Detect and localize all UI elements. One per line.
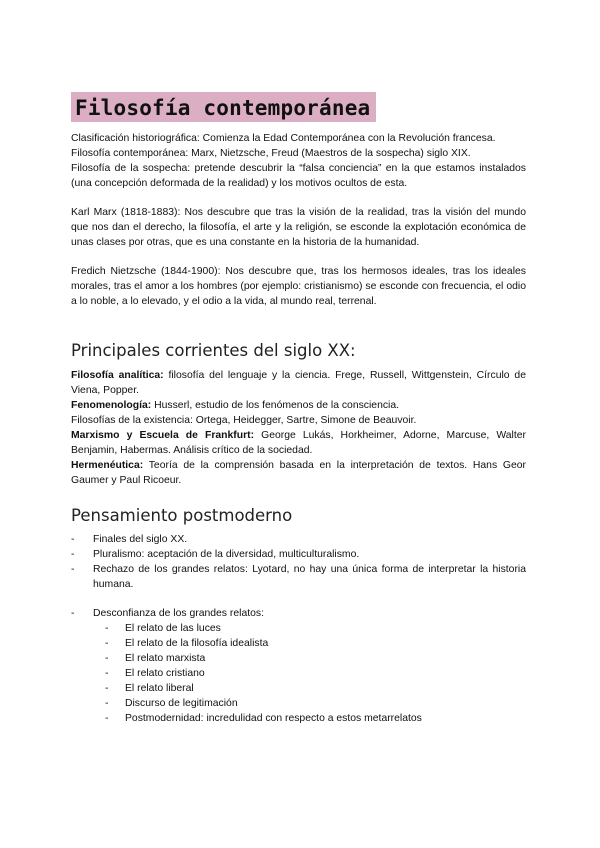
sublist-item: - El relato liberal (71, 681, 526, 696)
fenomenologia-label: Fenomenología: (71, 400, 152, 411)
corriente-marxismo (71, 428, 526, 458)
sublist-item: - Postmodernidad: incredulidad con respecto a estos metarrelatos (71, 711, 526, 726)
desconfianza-item: - Desconfianza de los grandes relatos: (71, 606, 526, 621)
corriente-fenomenologia (71, 398, 526, 413)
corriente-analitica (71, 368, 526, 398)
corriente-existencia: Filosofías de la existencia: Ortega, Heidegger, Sartre, Simone de Beauvoir. (71, 415, 417, 426)
sublist-item: - El relato marxista (71, 651, 526, 666)
corrientes-heading: Principales corrientes del siglo XX: (71, 341, 356, 360)
postmoderno-heading: Pensamiento postmoderno (71, 506, 293, 525)
marxismo-text: George Lukás, Horkheimer, Adorne, Marcuse, Walter Benjamin, Habermas. Análisis crítico de la sociedad. (71, 430, 526, 456)
intro-line-contemporanea: Filosofía contemporánea: Marx, Nietzsche, Freud (Maestros de la sospecha) siglo XIX. (71, 148, 471, 159)
nietzsche-section (71, 264, 526, 309)
hermeneutica-text: Teoría de la comprensión basada en la interpretación de textos. Hans Geor Gaumer y Paul Ricoeur. (71, 460, 526, 486)
page-title: Filosofía contemporánea (71, 92, 376, 122)
sublist-item: - El relato de la filosofía idealista (71, 636, 526, 651)
nietzsche-paragraph: Fredich Nietzsche (1844-1900): Nos descubre que, tras los hermosos ideales, tras los ideales morales, tras el amor a los hombres (por ejemplo: cristianismo) se esconde con frecuencia, el odio a lo noble, a lo elevado, y el odio a la vida, al mundo real, terrenal. (71, 266, 526, 307)
list-item: - Finales del siglo XX. (71, 532, 526, 547)
intro-section (71, 131, 526, 191)
analitica-label: Filosofía analítica: (71, 370, 164, 381)
intro-line-clasificacion: Clasificación historiográfica: Comienza la Edad Contemporánea con la Revolución francesa. (71, 133, 496, 144)
title-container (71, 92, 376, 122)
sublist-item: - El relato cristiano (71, 666, 526, 681)
desconfianza-list (71, 606, 526, 621)
intro-line-sospecha: Filosofía de la sospecha: pretende descubrir la “falsa conciencia” en la que estamos instalados (una concepción deformada de la realidad) y los motivos ocultos de esta. (71, 163, 526, 189)
list-item: - Pluralismo: aceptación de la diversidad, multiculturalismo. (71, 547, 526, 562)
marx-section (71, 205, 526, 250)
analitica-text: filosofía del lenguaje y la ciencia. Frege, Russell, Wittgenstein, Círculo de Viena, Popper. (71, 370, 526, 396)
marx-paragraph: Karl Marx (1818-1883): Nos descubre que tras la visión de la realidad, tras la visión del mundo que nos dan el derecho, la filosofía, el arte y la religión, se esconde la explotación económica de unas clases por otras, que es una constante en la historia de la humanidad. (71, 207, 526, 248)
corrientes-section (71, 368, 526, 488)
corriente-hermeneutica (71, 458, 526, 488)
list-item: - Rechazo de los grandes relatos: Lyotard, no hay una única forma de interpretar la historia humana. (71, 562, 526, 592)
marxismo-label: Marxismo y Escuela de Frankfurt: (71, 430, 255, 441)
fenomenologia-text: Husserl, estudio de los fenómenos de la consciencia. (151, 400, 400, 411)
relatos-sublist (71, 621, 526, 726)
sublist-item: - Discurso de legitimación (71, 696, 526, 711)
hermeneutica-label: Hermenéutica: (71, 460, 144, 471)
postmoderno-list (71, 532, 526, 592)
sublist-item: - El relato de las luces (71, 621, 526, 636)
